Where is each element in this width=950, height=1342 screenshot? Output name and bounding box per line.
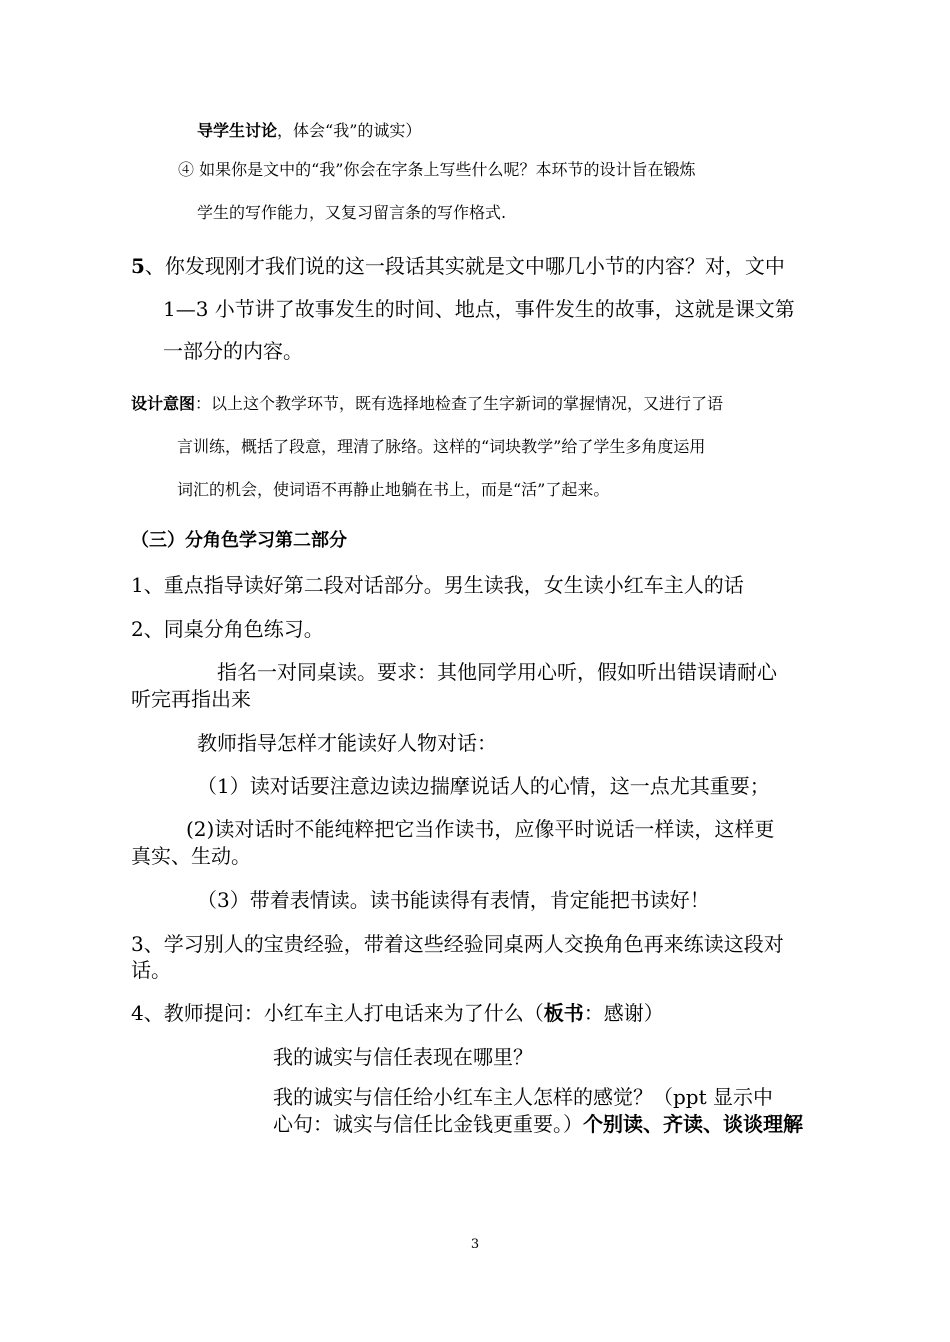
text-line: 言训练，概括了段意，理清了脉络。这样的“词块教学”给了学生多角度运用	[177, 437, 706, 456]
text-line: 3、学习别人的宝贵经验，带着这些经验同桌两人交换角色再来练读这段对	[131, 932, 784, 956]
text-line: 教师指导怎样才能读好人物对话：	[197, 731, 497, 755]
text-line: 1、重点指导读好第二段对话部分。男生读我，女生读小红车主人的话	[131, 573, 744, 597]
text-line: 一部分的内容。	[163, 339, 303, 363]
bold-phrase: 设计意图	[131, 394, 196, 413]
text-line: 听完再指出来	[131, 687, 251, 711]
bold-phrase: 个别读、齐读、谈谈理解	[583, 1112, 803, 1136]
text-line: 5、你发现刚才我们说的这一段话其实就是文中哪几小节的内容？对，文中	[131, 254, 785, 278]
text-line: 设计意图：以上这个教学环节，既有选择地检查了生字新词的掌握情况，又进行了语	[131, 394, 724, 413]
text-line: 我的诚实与信任表现在哪里？	[273, 1045, 533, 1069]
text-line: 学生的写作能力，又复习留言条的写作格式.	[197, 203, 507, 222]
section-heading: （三）分角色学习第二部分	[131, 530, 347, 551]
text-line: (2)读对话时不能纯粹把它当作读书，应像平时说话一样读，这样更	[186, 817, 775, 841]
text-line: 心句：诚实与信任比金钱更重要。）个别读、齐读、谈谈理解	[273, 1112, 803, 1136]
text-line: 指名一对同桌读。要求：其他同学用心听，假如听出错误请耐心	[217, 660, 777, 684]
text-line: （3）带着表情读。读书能读得有表情，肯定能把书读好！	[197, 888, 710, 912]
text-line: ④ 如果你是文中的“我”你会在字条上写些什么呢？本环节的设计旨在锻炼	[178, 160, 696, 179]
text-line: 导学生讨论，体会“我”的诚实）	[197, 121, 422, 140]
page-number: 3	[470, 1237, 480, 1252]
text-line: 话。	[131, 958, 171, 982]
bold-phrase: 导学生讨论	[197, 121, 278, 140]
text-line: 词汇的机会，使词语不再静止地躺在书上，而是“活”了起来。	[177, 480, 610, 499]
bold-phrase: 板书	[543, 1001, 584, 1025]
text-line: 1—3 小节讲了故事发生的时间、地点，事件发生的故事，这就是课文第	[163, 297, 795, 321]
text-line: 4、教师提问：小红车主人打电话来为了什么（板书：感谢）	[131, 1001, 664, 1025]
text-line: 我的诚实与信任给小红车主人怎样的感觉？（ppt 显示中	[273, 1085, 773, 1109]
text-line: 真实、生动。	[131, 844, 251, 868]
text-line: 2、同桌分角色练习。	[131, 617, 324, 641]
text-line: （1）读对话要注意边读边揣摩说话人的心情，这一点尤其重要；	[197, 774, 770, 798]
